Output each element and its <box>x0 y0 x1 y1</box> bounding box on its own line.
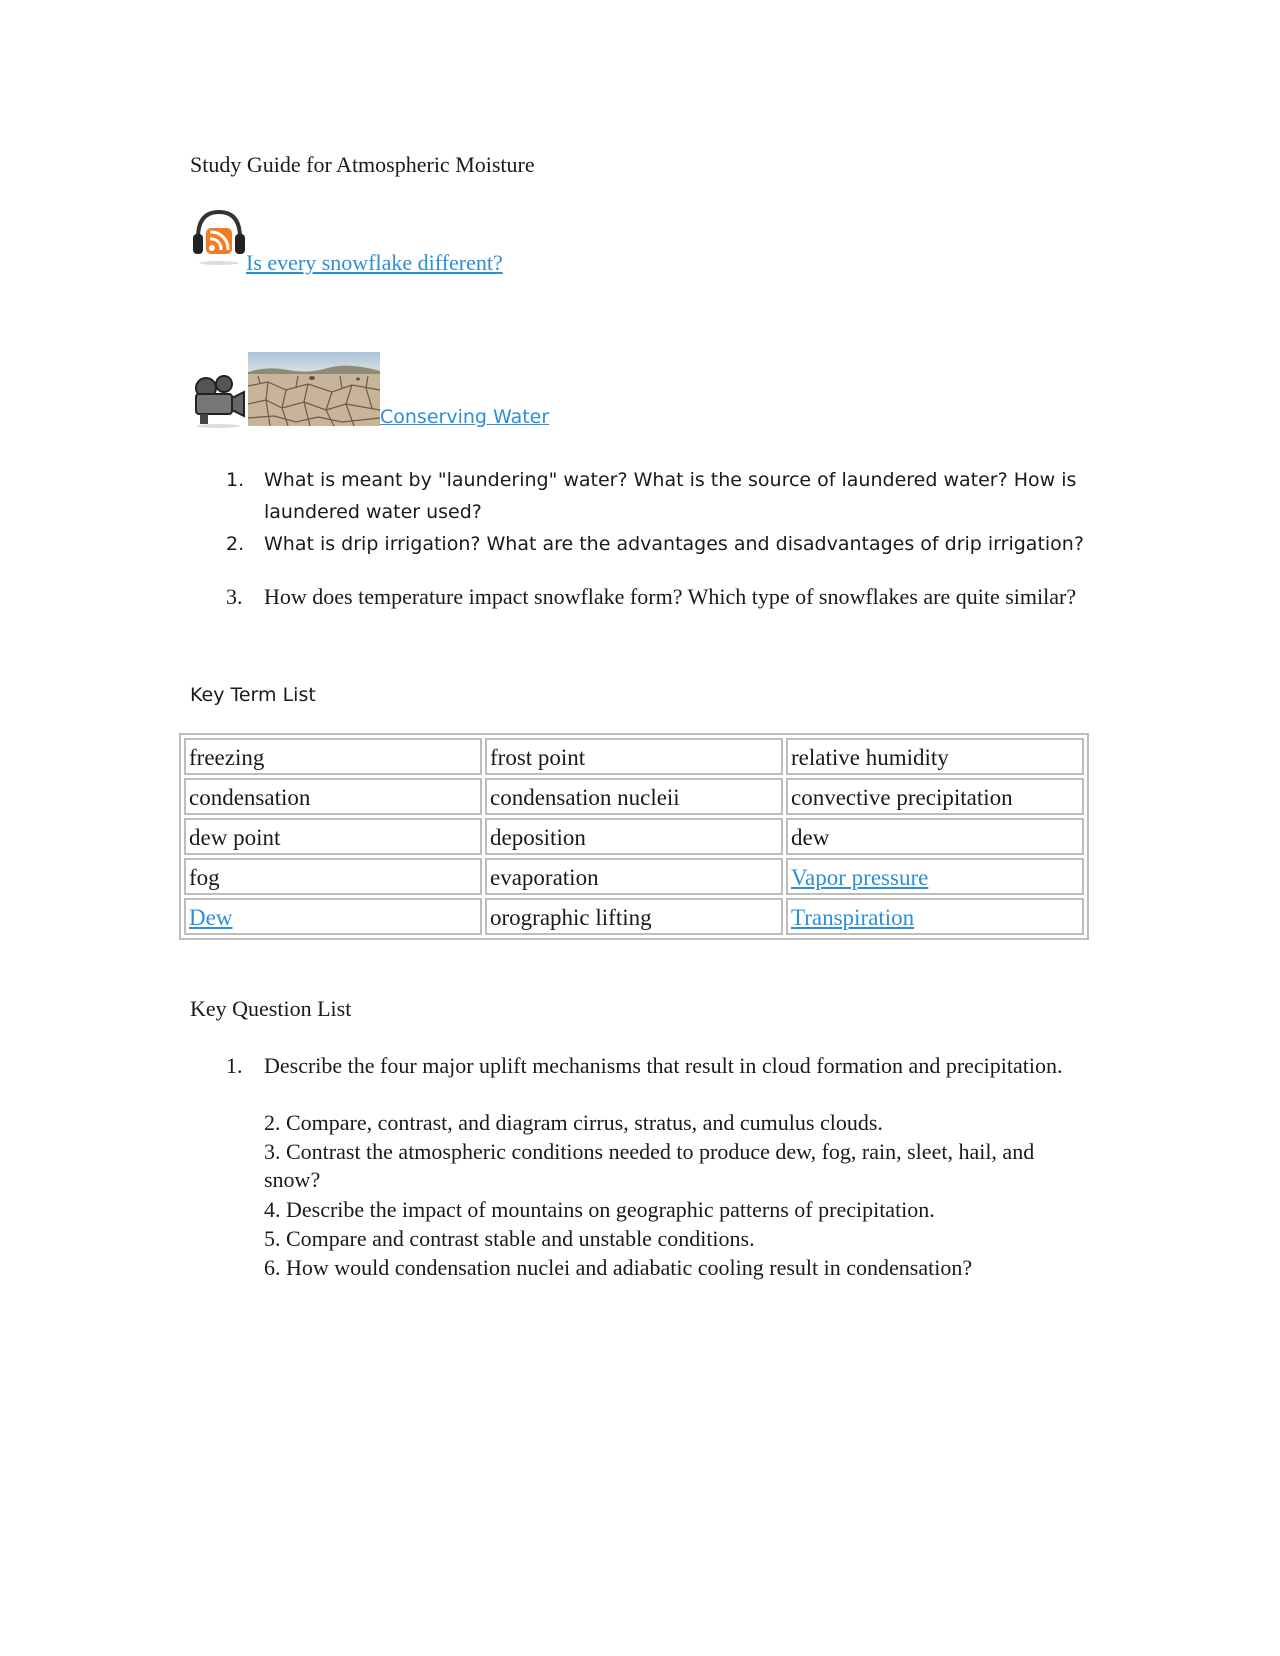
key-question-text: 4. Describe the impact of mountains on geographic patterns of precipitation. <box>264 1197 935 1222</box>
table-cell: orographic lifting <box>485 898 783 935</box>
list-item <box>190 580 1090 614</box>
list-item-text: What is drip irrigation? What are the advantages and disadvantages of drip irrigation? <box>264 533 1084 555</box>
table-row <box>184 778 1084 815</box>
table-cell: deposition <box>485 818 783 855</box>
table-row <box>184 898 1084 935</box>
video-camera-icon <box>190 368 248 428</box>
table-cell: condensation <box>184 778 482 815</box>
table-row <box>184 858 1084 895</box>
dew-link[interactable]: Dew <box>189 904 233 930</box>
table-cell: relative humidity <box>786 738 1084 775</box>
list-item-text: What is meant by "laundering" water? What is the source of laundered water? How is laundered water used? <box>264 469 1077 523</box>
key-question-text: 5. Compare and contrast stable and unstable conditions. <box>264 1226 755 1251</box>
table-cell <box>786 898 1084 935</box>
table-cell: dew <box>786 818 1084 855</box>
list-item-number: 2. <box>226 533 245 555</box>
table-cell: condensation nucleii <box>485 778 783 815</box>
vapor-pressure-link[interactable]: Vapor pressure <box>791 864 929 890</box>
list-item-text: How does temperature impact snowflake form? Which type of snowflakes are quite similar? <box>264 584 1077 609</box>
podcast-headphones-icon <box>190 206 248 266</box>
table-cell <box>184 898 482 935</box>
key-question-heading: Key Question List <box>190 996 352 1021</box>
table-cell: frost point <box>485 738 783 775</box>
table-cell: freezing <box>184 738 482 775</box>
list-item <box>190 464 1090 528</box>
table-cell <box>786 858 1084 895</box>
key-question-text: 2. Compare, contrast, and diagram cirrus, stratus, and cumulus clouds. <box>264 1110 883 1135</box>
video-link[interactable]: Conserving Water <box>380 406 550 428</box>
podcast-link[interactable]: Is every snowflake different? <box>246 250 503 275</box>
key-term-heading: Key Term List <box>190 684 316 706</box>
table-cell: fog <box>184 858 482 895</box>
transpiration-link[interactable]: Transpiration <box>791 904 915 930</box>
key-term-table <box>179 733 1089 940</box>
key-question-text: Describe the four major uplift mechanisms that result in cloud formation and precipitation. <box>264 1053 1063 1078</box>
list-item <box>190 528 1090 560</box>
video-question-list <box>190 464 1090 614</box>
table-row <box>184 818 1084 855</box>
key-question-text: 6. How would condensation nuclei and adiabatic cooling result in condensation? <box>264 1255 973 1280</box>
table-cell: convective precipitation <box>786 778 1084 815</box>
key-question-text: 3. Contrast the atmospheric conditions needed to produce dew, fog, rain, sleet, hail, and snow? <box>264 1139 1035 1192</box>
document-title: Study Guide for Atmospheric Moisture <box>190 152 535 177</box>
list-item-number: 3. <box>226 584 243 609</box>
list-item-number: 1. <box>226 469 245 491</box>
key-question-number: 1. <box>226 1053 243 1078</box>
cracked-earth-photo <box>248 352 380 426</box>
table-row <box>184 738 1084 775</box>
table-cell: dew point <box>184 818 482 855</box>
table-cell: evaporation <box>485 858 783 895</box>
